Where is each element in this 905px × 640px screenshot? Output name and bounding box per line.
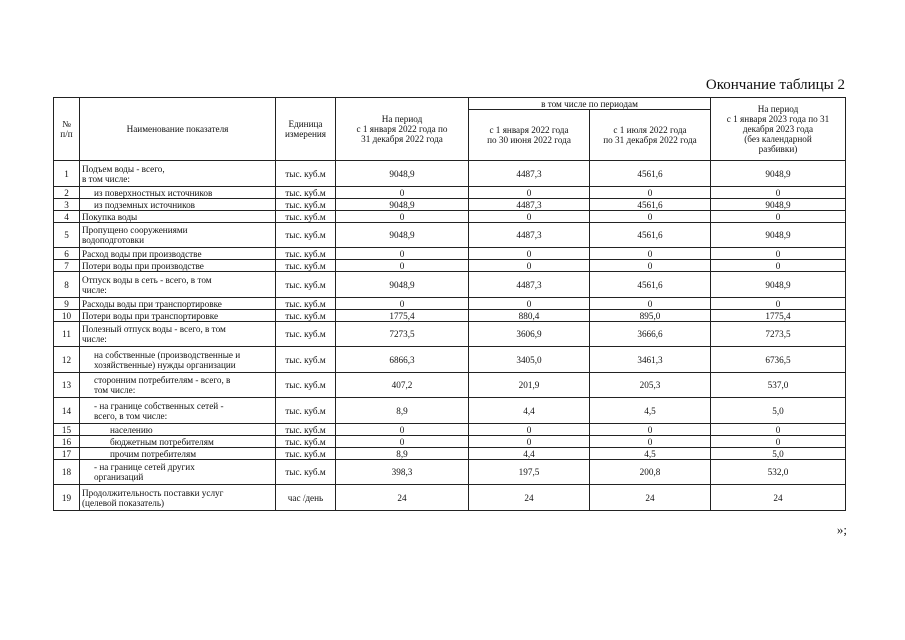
row-value-2022: 9048,9 xyxy=(336,199,469,211)
row-value-h2-2022: 4561,6 xyxy=(590,199,711,211)
table-row xyxy=(54,436,846,448)
row-value-2022: 7273,5 xyxy=(336,322,469,347)
table-row xyxy=(54,211,846,223)
table-row xyxy=(54,322,846,347)
row-value-h1-2022: 4487,3 xyxy=(469,161,590,187)
row-number: 19 xyxy=(54,485,80,511)
row-value-2023: 532,0 xyxy=(711,460,846,485)
row-value-h1-2022: 0 xyxy=(469,260,590,272)
row-value-2022: 9048,9 xyxy=(336,223,469,248)
row-value-h2-2022: 4561,6 xyxy=(590,272,711,298)
table-row xyxy=(54,260,846,272)
table-row xyxy=(54,310,846,322)
row-value-h1-2022: 0 xyxy=(469,248,590,260)
row-value-2023: 0 xyxy=(711,211,846,223)
row-number: 18 xyxy=(54,460,80,485)
row-indicator-name: прочим потребителям xyxy=(80,448,276,460)
row-value-h1-2022: 4,4 xyxy=(469,398,590,424)
row-unit: тыс. куб.м xyxy=(276,272,336,298)
row-value-2022: 0 xyxy=(336,187,469,199)
row-number: 13 xyxy=(54,373,80,398)
table-row xyxy=(54,485,846,511)
row-indicator-name: из поверхностных источников xyxy=(80,187,276,199)
row-indicator-name: Потери воды при транспортировке xyxy=(80,310,276,322)
table-row xyxy=(54,448,846,460)
row-unit: тыс. куб.м xyxy=(276,436,336,448)
table-row xyxy=(54,298,846,310)
row-unit: тыс. куб.м xyxy=(276,398,336,424)
row-value-h2-2022: 4561,6 xyxy=(590,161,711,187)
row-value-2022: 0 xyxy=(336,298,469,310)
row-indicator-name: на собственные (производственные и хозяйственные) нужды организации xyxy=(80,347,276,373)
row-value-h2-2022: 895,0 xyxy=(590,310,711,322)
table-caption: Окончание таблицы 2 xyxy=(705,77,845,93)
row-value-h1-2022: 201,9 xyxy=(469,373,590,398)
row-unit: тыс. куб.м xyxy=(276,322,336,347)
row-value-h1-2022: 0 xyxy=(469,424,590,436)
row-unit: тыс. куб.м xyxy=(276,373,336,398)
row-value-2023: 24 xyxy=(711,485,846,511)
row-unit: тыс. куб.м xyxy=(276,223,336,248)
row-value-2023: 9048,9 xyxy=(711,223,846,248)
row-indicator-name: Отпуск воды в сеть - всего, в том числе: xyxy=(80,272,276,298)
row-value-h2-2022: 0 xyxy=(590,211,711,223)
row-indicator-name: из подземных источников xyxy=(80,199,276,211)
row-number: 7 xyxy=(54,260,80,272)
row-value-h2-2022: 0 xyxy=(590,298,711,310)
row-unit: тыс. куб.м xyxy=(276,298,336,310)
row-value-h1-2022: 3606,9 xyxy=(469,322,590,347)
table-row xyxy=(54,248,846,260)
row-unit: час /день xyxy=(276,485,336,511)
row-value-h2-2022: 4,5 xyxy=(590,398,711,424)
row-indicator-name: бюджетным потребителям xyxy=(80,436,276,448)
row-indicator-name: сторонним потребителям - всего, в том числе: xyxy=(80,373,276,398)
row-number: 17 xyxy=(54,448,80,460)
row-value-2022: 0 xyxy=(336,211,469,223)
row-value-2022: 1775,4 xyxy=(336,310,469,322)
header-period-2022: На период с 1 января 2022 года по 31 декабря 2022 года xyxy=(336,98,469,161)
water-balance-table xyxy=(53,97,846,511)
header-period-group: в том числе по периодам xyxy=(469,98,711,110)
row-value-2023: 7273,5 xyxy=(711,322,846,347)
row-value-2022: 8,9 xyxy=(336,398,469,424)
row-value-h2-2022: 0 xyxy=(590,187,711,199)
row-unit: тыс. куб.м xyxy=(276,310,336,322)
row-value-2023: 0 xyxy=(711,260,846,272)
row-number: 2 xyxy=(54,187,80,199)
table-row xyxy=(54,347,846,373)
row-value-2023: 0 xyxy=(711,298,846,310)
row-unit: тыс. куб.м xyxy=(276,347,336,373)
header-name: Наименование показателя xyxy=(80,98,276,161)
row-number: 3 xyxy=(54,199,80,211)
header-period-2023: На период с 1 января 2023 года по 31 декабря 2023 года (без календарной разбивки) xyxy=(711,98,846,161)
table-row xyxy=(54,460,846,485)
row-value-h2-2022: 3666,6 xyxy=(590,322,711,347)
row-number: 1 xyxy=(54,161,80,187)
row-value-h2-2022: 24 xyxy=(590,485,711,511)
row-value-2023: 9048,9 xyxy=(711,199,846,211)
table-row xyxy=(54,424,846,436)
row-value-2023: 1775,4 xyxy=(711,310,846,322)
row-value-2022: 398,3 xyxy=(336,460,469,485)
row-value-h2-2022: 3461,3 xyxy=(590,347,711,373)
row-value-h2-2022: 0 xyxy=(590,424,711,436)
row-value-2023: 5,0 xyxy=(711,448,846,460)
row-indicator-name: Подъем воды - всего, в том числе: xyxy=(80,161,276,187)
row-indicator-name: - на границе сетей других организаций xyxy=(80,460,276,485)
row-number: 8 xyxy=(54,272,80,298)
table-row xyxy=(54,398,846,424)
row-value-2022: 6866,3 xyxy=(336,347,469,373)
row-value-2022: 0 xyxy=(336,260,469,272)
row-unit: тыс. куб.м xyxy=(276,211,336,223)
row-value-h2-2022: 4561,6 xyxy=(590,223,711,248)
row-value-h2-2022: 4,5 xyxy=(590,448,711,460)
row-number: 6 xyxy=(54,248,80,260)
header-num: № п/п xyxy=(54,98,80,161)
table-row xyxy=(54,187,846,199)
table-row xyxy=(54,373,846,398)
row-number: 4 xyxy=(54,211,80,223)
closing-quote: »; xyxy=(836,522,847,537)
row-unit: тыс. куб.м xyxy=(276,187,336,199)
row-value-2023: 537,0 xyxy=(711,373,846,398)
row-unit: тыс. куб.м xyxy=(276,260,336,272)
row-value-2023: 0 xyxy=(711,436,846,448)
row-number: 15 xyxy=(54,424,80,436)
row-value-h2-2022: 205,3 xyxy=(590,373,711,398)
row-value-h1-2022: 4,4 xyxy=(469,448,590,460)
row-value-h1-2022: 880,4 xyxy=(469,310,590,322)
row-value-2022: 407,2 xyxy=(336,373,469,398)
row-value-h1-2022: 197,5 xyxy=(469,460,590,485)
row-number: 16 xyxy=(54,436,80,448)
table-row xyxy=(54,223,846,248)
row-value-2023: 0 xyxy=(711,248,846,260)
row-value-h2-2022: 200,8 xyxy=(590,460,711,485)
row-unit: тыс. куб.м xyxy=(276,424,336,436)
row-value-2023: 0 xyxy=(711,187,846,199)
row-indicator-name: Потери воды при производстве xyxy=(80,260,276,272)
row-value-2022: 24 xyxy=(336,485,469,511)
row-value-2022: 0 xyxy=(336,424,469,436)
row-unit: тыс. куб.м xyxy=(276,199,336,211)
row-value-h1-2022: 4487,3 xyxy=(469,199,590,211)
row-value-2023: 0 xyxy=(711,424,846,436)
header-period-h2: с 1 июля 2022 года по 31 декабря 2022 года xyxy=(590,110,711,161)
row-value-h1-2022: 4487,3 xyxy=(469,223,590,248)
row-value-2022: 8,9 xyxy=(336,448,469,460)
row-unit: тыс. куб.м xyxy=(276,161,336,187)
row-unit: тыс. куб.м xyxy=(276,248,336,260)
row-number: 5 xyxy=(54,223,80,248)
row-value-h1-2022: 0 xyxy=(469,436,590,448)
row-value-h1-2022: 0 xyxy=(469,211,590,223)
row-value-2022: 0 xyxy=(336,436,469,448)
header-unit: Единица измерения xyxy=(276,98,336,161)
row-number: 9 xyxy=(54,298,80,310)
row-indicator-name: Полезный отпуск воды - всего, в том числе: xyxy=(80,322,276,347)
table-row xyxy=(54,272,846,298)
table-row xyxy=(54,199,846,211)
row-unit: тыс. куб.м xyxy=(276,460,336,485)
row-number: 10 xyxy=(54,310,80,322)
row-number: 11 xyxy=(54,322,80,347)
header-period-h1: с 1 января 2022 года по 30 июня 2022 года xyxy=(469,110,590,161)
row-indicator-name: Покупка воды xyxy=(80,211,276,223)
row-indicator-name: населению xyxy=(80,424,276,436)
row-unit: тыс. куб.м xyxy=(276,448,336,460)
row-value-h2-2022: 0 xyxy=(590,260,711,272)
row-number: 12 xyxy=(54,347,80,373)
row-value-h1-2022: 0 xyxy=(469,298,590,310)
table-body xyxy=(54,161,846,511)
row-value-h2-2022: 0 xyxy=(590,248,711,260)
row-value-h1-2022: 4487,3 xyxy=(469,272,590,298)
row-indicator-name: Расход воды при производстве xyxy=(80,248,276,260)
row-indicator-name: Пропущено сооружениями водоподготовки xyxy=(80,223,276,248)
row-value-2023: 9048,9 xyxy=(711,161,846,187)
row-value-2023: 5,0 xyxy=(711,398,846,424)
row-value-2022: 0 xyxy=(336,248,469,260)
row-value-2022: 9048,9 xyxy=(336,161,469,187)
row-number: 14 xyxy=(54,398,80,424)
row-value-h1-2022: 0 xyxy=(469,187,590,199)
table-row xyxy=(54,161,846,187)
row-indicator-name: Продолжительность поставки услуг (целевой показатель) xyxy=(80,485,276,511)
row-value-h2-2022: 0 xyxy=(590,436,711,448)
row-value-h1-2022: 3405,0 xyxy=(469,347,590,373)
row-indicator-name: - на границе собственных сетей - всего, в том числе: xyxy=(80,398,276,424)
row-value-2023: 6736,5 xyxy=(711,347,846,373)
row-value-2022: 9048,9 xyxy=(336,272,469,298)
row-value-h1-2022: 24 xyxy=(469,485,590,511)
row-indicator-name: Расходы воды при транспортировке xyxy=(80,298,276,310)
row-value-2023: 9048,9 xyxy=(711,272,846,298)
